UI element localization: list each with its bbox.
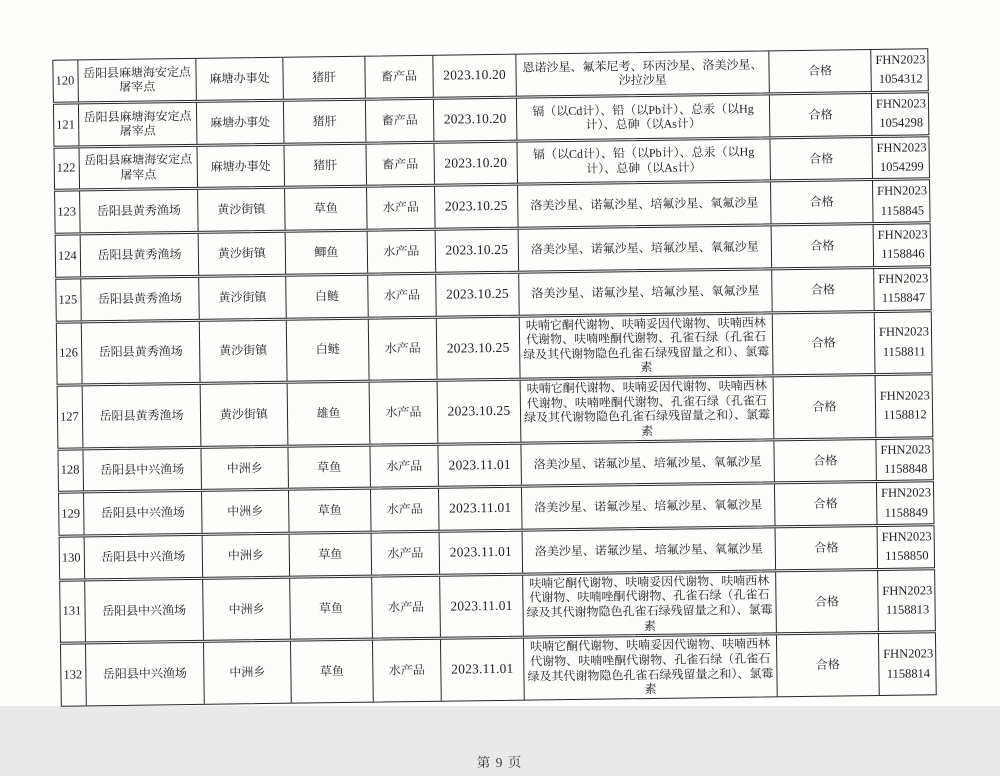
cell-test-items: 洛美沙星、诺氟沙星、培氟沙星、氧氟沙星 xyxy=(521,441,775,485)
cell-test-items: 洛美沙星、诺氟沙星、培氟沙星、氧氟沙星 xyxy=(522,485,776,529)
cell-report-number xyxy=(876,439,935,481)
cell-serial-number: 120 xyxy=(53,60,79,101)
cell-producer-name: 岳阳县黄秀渔场 xyxy=(80,190,199,232)
report-number-line: 1158849 xyxy=(884,504,929,520)
cell-test-result: 合格 xyxy=(772,225,875,267)
cell-township: 中洲乡 xyxy=(204,642,292,704)
report-number-line: FHN2023 xyxy=(879,388,930,403)
report-number-line: FHN2023 xyxy=(882,582,933,598)
page-number-footer: 第 9 页 xyxy=(476,754,523,771)
cell-sampling-date: 2023.10.20 xyxy=(434,98,518,140)
cell-test-result: 合格 xyxy=(771,181,874,223)
cell-report-number xyxy=(871,49,930,91)
cell-serial-number: 126 xyxy=(57,323,83,384)
report-number-line: FHN2023 xyxy=(878,324,930,340)
report-number-line: 1158811 xyxy=(882,344,926,359)
report-number-line: FHN2023 xyxy=(880,441,931,457)
cell-sample-name: 猪肝 xyxy=(283,57,366,99)
cell-sample-name: 草鱼 xyxy=(291,641,374,703)
cell-report-number xyxy=(872,137,931,179)
cell-test-items: 呋喃它酮代谢物、呋喃妥因代谢物、呋喃西林代谢物、呋喃唑酮代谢物、孔雀石绿（孔雀石绿及其代谢物隐色孔雀石绿残留量之和）、氯霉素 xyxy=(520,314,774,378)
cell-serial-number: 127 xyxy=(58,386,84,447)
report-number-line: 1158850 xyxy=(885,548,929,564)
cell-serial-number: 125 xyxy=(56,279,82,320)
cell-report-number xyxy=(878,570,937,631)
cell-sample-name: 草鱼 xyxy=(290,577,373,639)
cell-sampling-date: 2023.10.25 xyxy=(437,317,521,379)
cell-sample-category: 畜产品 xyxy=(366,143,435,185)
cell-producer-name: 岳阳县麻塘海安定点屠宰点 xyxy=(80,146,199,188)
cell-sampling-date: 2023.11.01 xyxy=(438,444,522,486)
report-number-line: 1158848 xyxy=(884,461,928,476)
cell-serial-number: 124 xyxy=(56,235,82,276)
cell-sample-category: 水产品 xyxy=(367,187,436,229)
cell-serial-number: 128 xyxy=(58,450,84,491)
cell-producer-name: 岳阳县中兴渔场 xyxy=(83,448,202,490)
cell-sampling-date: 2023.10.20 xyxy=(433,55,517,97)
cell-producer-name: 岳阳县中兴渔场 xyxy=(85,580,204,642)
cell-producer-name: 岳阳县黄秀渔场 xyxy=(81,234,200,276)
cell-township: 黄沙街镇 xyxy=(200,320,288,382)
cell-township: 黄沙街镇 xyxy=(199,233,287,275)
cell-sample-name: 草鱼 xyxy=(290,534,373,576)
cell-test-result: 合格 xyxy=(777,634,880,696)
cell-sample-name: 猪肝 xyxy=(284,144,367,186)
cell-township: 麻塘办事处 xyxy=(196,58,284,100)
cell-township: 麻塘办事处 xyxy=(197,101,285,143)
cell-test-items: 镉（以Cd计）、铅（以Pb计）、总汞（以Hg计）、总砷（以As计） xyxy=(517,139,771,183)
cell-serial-number: 129 xyxy=(59,494,85,535)
cell-report-number xyxy=(875,312,934,373)
cell-test-items: 恩诺沙星、氟苯尼考、环丙沙星、洛美沙星、沙拉沙星 xyxy=(516,51,770,95)
report-number-line: 1158814 xyxy=(886,665,931,681)
report-number-line: 1158813 xyxy=(885,602,930,617)
cell-sampling-date: 2023.11.01 xyxy=(439,488,523,530)
cell-report-number xyxy=(874,268,933,310)
table-row xyxy=(57,374,934,448)
cell-test-result: 合格 xyxy=(774,440,877,482)
table-row xyxy=(60,632,937,706)
report-number-line: FHN2023 xyxy=(877,183,928,199)
report-number-line: 1158847 xyxy=(881,290,926,306)
cell-test-result: 合格 xyxy=(775,483,878,525)
cell-sample-name: 草鱼 xyxy=(288,446,371,488)
cell-sample-category: 水产品 xyxy=(372,576,441,637)
cell-test-result: 合格 xyxy=(770,138,873,180)
cell-sampling-date: 2023.11.01 xyxy=(441,639,525,701)
cell-report-number xyxy=(879,633,938,694)
cell-sample-category: 水产品 xyxy=(370,382,439,443)
cell-test-items: 镉（以Cd计）、铅（以Pb计）、总汞（以Hg计）、总砷（以As计） xyxy=(517,95,771,139)
cell-sampling-date: 2023.11.01 xyxy=(440,575,524,637)
cell-sample-name: 雄鱼 xyxy=(288,383,371,445)
cell-sampling-date: 2023.11.01 xyxy=(440,532,524,574)
cell-township: 黄沙街镇 xyxy=(201,384,289,446)
cell-test-items: 洛美沙星、诺氟沙星、培氟沙星、氧氟沙星 xyxy=(518,183,772,227)
cell-sampling-date: 2023.10.20 xyxy=(434,142,518,184)
cell-sample-category: 水产品 xyxy=(368,231,437,273)
report-number-line: FHN2023 xyxy=(875,52,926,67)
cell-township: 麻塘办事处 xyxy=(197,145,285,187)
scan-content xyxy=(52,48,937,776)
cell-producer-name: 岳阳县黄秀渔场 xyxy=(83,385,202,447)
cell-producer-name: 岳阳县中兴渔场 xyxy=(84,492,203,534)
cell-producer-name: 岳阳县黄秀渔场 xyxy=(82,321,201,383)
cell-report-number xyxy=(877,482,936,524)
report-number-line: FHN2023 xyxy=(881,529,932,544)
cell-serial-number: 121 xyxy=(54,104,80,145)
inspection-results-table xyxy=(52,48,936,706)
cell-sample-category: 水产品 xyxy=(373,640,442,701)
report-number-line: 1158846 xyxy=(881,246,925,262)
cell-sample-category: 畜产品 xyxy=(366,100,435,142)
cell-test-items: 呋喃它酮代谢物、呋喃妥因代谢物、呋喃西林代谢物、呋喃唑酮代谢物、孔雀石绿（孔雀石绿及其代谢物隐色孔雀石绿残留量之和）、氯霉素 xyxy=(524,636,778,700)
cell-test-result: 合格 xyxy=(769,50,872,92)
cell-test-result: 合格 xyxy=(770,94,873,136)
cell-serial-number: 132 xyxy=(61,645,87,706)
cell-serial-number: 131 xyxy=(60,581,86,642)
cell-sample-name: 白鲢 xyxy=(286,275,369,317)
cell-test-result: 合格 xyxy=(773,313,876,375)
cell-sample-category: 水产品 xyxy=(371,489,440,531)
cell-report-number xyxy=(878,526,937,568)
cell-sample-name: 猪肝 xyxy=(284,100,367,142)
cell-sample-category: 水产品 xyxy=(369,318,438,379)
cell-sample-name: 鲫鱼 xyxy=(286,232,369,274)
cell-township: 中洲乡 xyxy=(202,491,290,533)
cell-producer-name: 岳阳县麻塘海安定点屠宰点 xyxy=(78,59,197,101)
cell-township: 中洲乡 xyxy=(203,578,291,640)
cell-producer-name: 岳阳县中兴渔场 xyxy=(85,536,204,578)
report-number-line: 1054299 xyxy=(879,159,924,174)
cell-sample-category: 畜产品 xyxy=(365,56,434,98)
cell-township: 黄沙街镇 xyxy=(198,189,286,231)
table-row xyxy=(56,311,933,385)
cell-township: 中洲乡 xyxy=(201,447,289,489)
cell-sample-name: 白鲢 xyxy=(287,319,370,381)
report-number-line: FHN2023 xyxy=(880,485,932,501)
cell-producer-name: 岳阳县中兴渔场 xyxy=(86,643,205,705)
cell-sampling-date: 2023.10.25 xyxy=(436,273,520,315)
cell-township: 黄沙街镇 xyxy=(199,276,287,318)
report-number-line: 1158812 xyxy=(883,407,927,423)
cell-sample-category: 水产品 xyxy=(372,533,441,575)
cell-test-items: 洛美沙星、诺氟沙星、培氟沙星、氧氟沙星 xyxy=(523,528,777,572)
cell-sample-category: 水产品 xyxy=(370,445,439,487)
cell-sample-name: 草鱼 xyxy=(289,490,372,532)
cell-test-items: 洛美沙星、诺氟沙星、培氟沙星、氧氟沙星 xyxy=(519,226,773,270)
cell-test-result: 合格 xyxy=(772,269,875,311)
cell-sampling-date: 2023.10.25 xyxy=(436,230,520,272)
cell-test-result: 合格 xyxy=(774,376,877,438)
cell-report-number xyxy=(874,224,933,266)
cell-test-items: 呋喃它酮代谢物、呋喃妥因代谢物、呋喃西林代谢物、呋喃唑酮代谢物、孔雀石绿（孔雀石绿及其代谢物隐色孔雀石绿残留量之和）、氯霉素 xyxy=(523,572,777,636)
report-number-line: 1054312 xyxy=(878,71,923,87)
cell-township: 中洲乡 xyxy=(203,535,291,577)
report-number-line: FHN2023 xyxy=(883,646,934,662)
cell-test-result: 合格 xyxy=(776,527,879,569)
cell-sample-category: 水产品 xyxy=(368,275,437,317)
report-number-line: FHN2023 xyxy=(878,271,929,286)
cell-test-items: 洛美沙星、诺氟沙星、培氟沙星、氧氟沙星 xyxy=(519,270,773,314)
report-number-line: 1054298 xyxy=(879,115,924,131)
cell-sampling-date: 2023.10.25 xyxy=(435,186,519,228)
cell-serial-number: 130 xyxy=(60,537,86,578)
cell-report-number xyxy=(873,181,932,223)
cell-serial-number: 122 xyxy=(55,148,81,189)
cell-serial-number: 123 xyxy=(55,192,81,233)
cell-producer-name: 岳阳县麻塘海安定点屠宰点 xyxy=(79,103,198,145)
report-number-line: FHN2023 xyxy=(875,96,927,111)
cell-producer-name: 岳阳县黄秀渔场 xyxy=(81,278,200,320)
cell-test-result: 合格 xyxy=(776,571,879,633)
cell-test-items: 呋喃它酮代谢物、呋喃妥因代谢物、呋喃西林代谢物、呋喃唑酮代谢物、孔雀石绿（孔雀石绿及其代谢物隐色孔雀石绿残留量之和）、氯霉素 xyxy=(521,377,775,441)
cell-report-number xyxy=(872,93,931,135)
cell-sample-name: 草鱼 xyxy=(285,188,368,230)
report-number-line: 1158845 xyxy=(880,202,925,218)
cell-sampling-date: 2023.10.25 xyxy=(438,381,522,443)
cell-report-number xyxy=(876,375,935,436)
report-number-line: FHN2023 xyxy=(876,139,927,155)
table-row xyxy=(59,569,936,643)
report-number-line: FHN2023 xyxy=(877,227,928,242)
